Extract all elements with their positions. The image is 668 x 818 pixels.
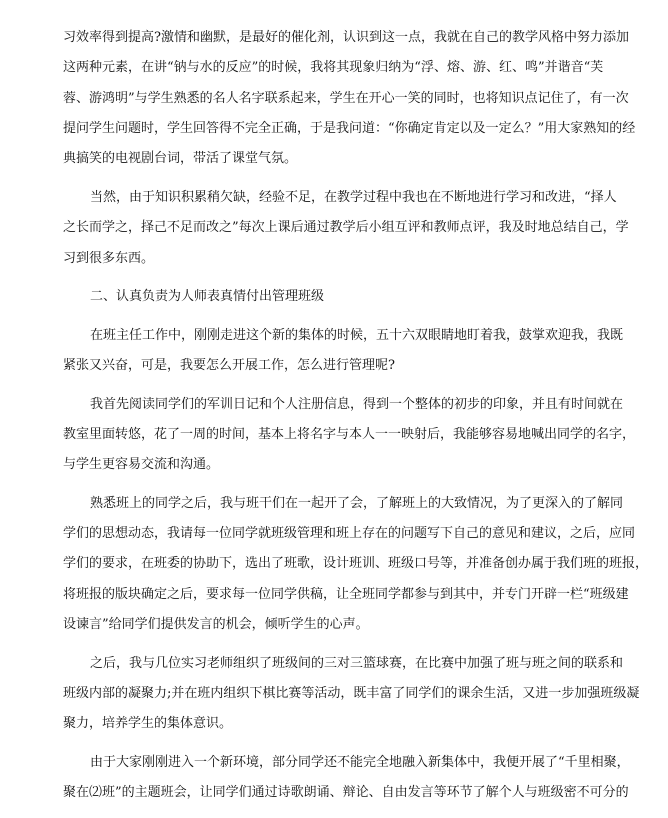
text-line: 紧张又兴奋，可是，我要怎么开展工作，怎么进行管理呢? [63, 358, 395, 373]
text-line: 我首先阅读同学们的军训日记和个人注册信息，得到一个整体的初步的印象，并且有时间就在 [90, 397, 624, 412]
text-line: 学们的要求，在班委的协助下，选出了班歌，设计班训、班级口号等，并准备创办属于我们班的班报， [63, 556, 649, 571]
text-line: 设谏言”给同学们提供发言的机会，倾听学生的心声。 [63, 617, 369, 632]
text-line: 之后，我与几位实习老师组织了班级间的三对三篮球赛，在比赛中加强了班与班之间的联系和 [90, 656, 624, 671]
text-line: 由于大家刚刚进入一个新环境，部分同学还不能完全地融入新集体中，我便开展了“千里相聚， [90, 755, 630, 770]
text-line: 习到很多东西。 [63, 251, 155, 266]
text-line: 典搞笑的电视剧台词，带活了课堂气氛。 [63, 151, 298, 166]
text-line: 提问学生问题时，学生回答得不完全正确，于是我问道：“你确定肯定以及一定么？”用大家熟知的经 [63, 121, 636, 136]
text-line: 这两种元素，在讲“钠与水的反应”的时候，我将其现象归纳为“浮、熔、游、红、鸣”并谐音“芙 [63, 60, 604, 75]
text-line: 在班主任工作中，刚刚走进这个新的集体的时候，五十六双眼睛地盯着我，鼓掌欢迎我，我既 [90, 328, 624, 343]
text-line: 学们的思想动态，我请每一位同学就班级管理和班上存在的问题写下自己的意见和建议，之后，应同 [63, 526, 636, 541]
text-line: 习效率得到提高?激情和幽默，是最好的催化剂，认识到这一点，我就在自己的教学风格中努力添加 [63, 30, 629, 45]
text-line: 与学生更容易交流和沟通。 [63, 457, 220, 472]
text-line: 当然，由于知识积累稍欠缺，经验不足，在教学过程中我也在不断地进行学习和改进，“择人 [90, 190, 617, 205]
text-line: 将班报的版块确定之后，要求每一位同学供稿，让全班同学都参与到其中，并专门开辟一栏“班级建 [63, 587, 629, 602]
text-line: 教室里面转悠，花了一周的时间，基本上将名字与本人一一映射后，我能够容易地喊出同学的名字， [63, 427, 636, 442]
text-line: 蓉、游鸿明”与学生熟悉的名人名字联系起来，学生在开心一笑的同时，也将知识点记住了，有一次 [63, 91, 629, 106]
text-line: 之长而学之，择己不足而改之”每次上课后通过教学后小组互评和教师点评，我及时地总结自己，学 [63, 220, 629, 235]
text-line: 班级内部的凝聚力;并在班内组织下棋比赛等活动，既丰富了同学们的课余生活，又进一步加强班级凝 [63, 686, 640, 701]
text-line: 聚力，培养学生的集体意识。 [63, 716, 233, 731]
text-line: 熟悉班上的同学之后，我与班干们在一起开了会，了解班上的大致情况，为了更深入的了解同 [90, 496, 624, 511]
text-line: 聚在⑵班”的主题班会，让同学们通过诗歌朗诵、辩论、自由发言等环节了解个人与班级密不可分的 [63, 785, 629, 800]
section-heading: 二、认真负责为人师表真情付出管理班级 [90, 289, 325, 304]
